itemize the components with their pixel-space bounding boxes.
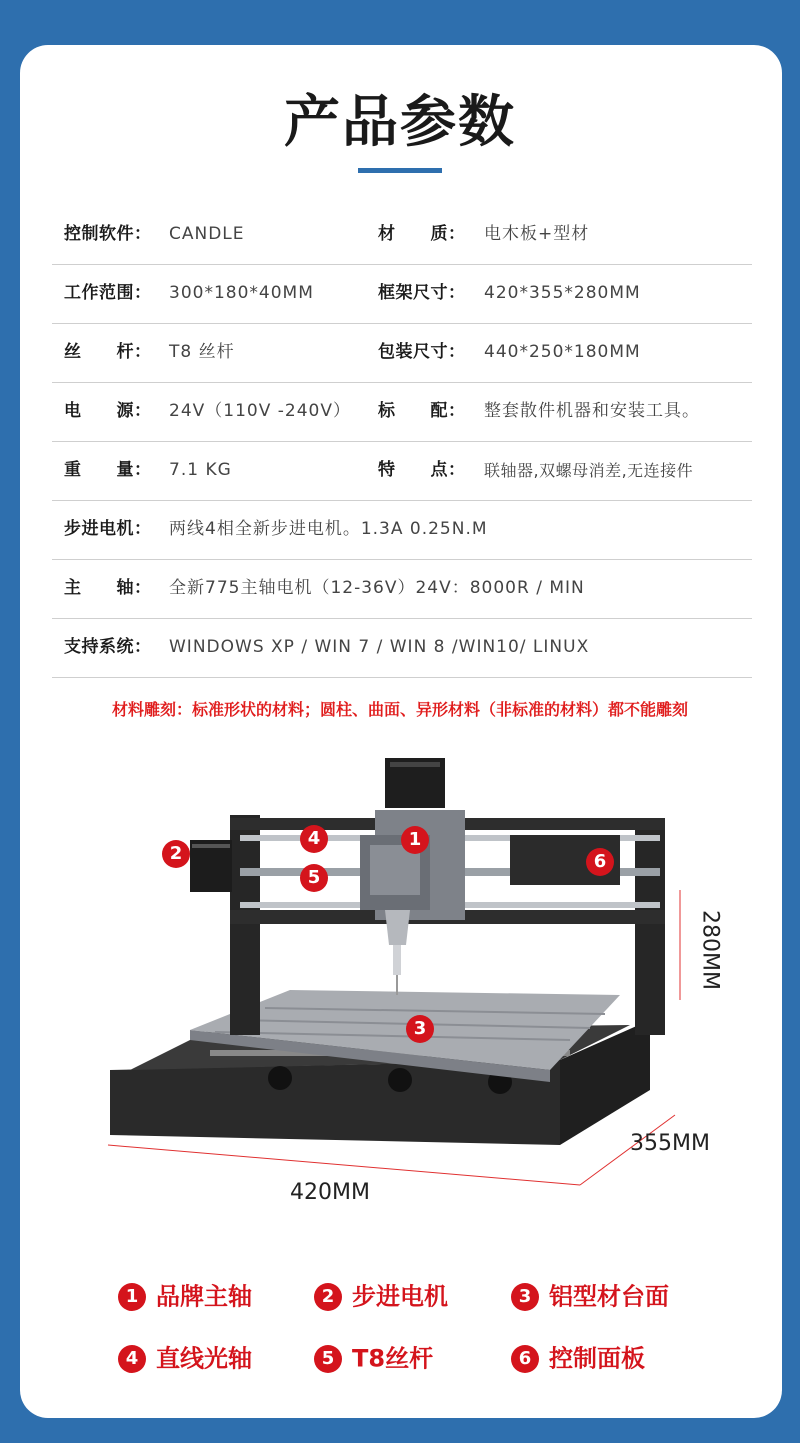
callout-lead-screw: 5	[300, 864, 328, 892]
spec-label: 框架尺寸：	[378, 283, 466, 303]
spec-value: 440*250*180MM	[484, 342, 641, 362]
spec-label: 工作范围：	[64, 283, 152, 303]
legend-number: 3	[511, 1283, 539, 1311]
spec-row	[52, 559, 752, 619]
legend-label: 控制面板	[549, 1344, 645, 1373]
width-dimension: 420MM	[290, 1180, 370, 1205]
spec-value: 两线4相全新步进电机。1.3A 0.25N.M	[169, 519, 488, 539]
legend-number: 6	[511, 1345, 539, 1373]
legend-label: T8丝杆	[352, 1344, 434, 1373]
title-underline	[358, 168, 442, 173]
material-note: 材料雕刻：标准形状的材料；圆柱、曲面、异形材料（非标准的材料）都不能雕刻	[111, 700, 688, 719]
spec-value: 420*355*280MM	[484, 283, 641, 303]
legend-label: 步进电机	[352, 1282, 448, 1311]
spec-value: 24V（110V -240V）	[169, 401, 351, 421]
spec-label: 电 源：	[64, 401, 152, 421]
spec-value: WINDOWS XP / WIN 7 / WIN 8 /WIN10/ LINUX	[169, 637, 590, 657]
spec-label: 控制软件：	[64, 224, 152, 244]
spec-value: 全新775主轴电机（12-36V）24V：8000R / MIN	[169, 578, 585, 598]
spec-label: 重 量：	[64, 460, 152, 480]
callout-spindle: 1	[401, 826, 429, 854]
legend-number: 1	[118, 1283, 146, 1311]
legend-item	[118, 1338, 252, 1378]
legend-number: 5	[314, 1345, 342, 1373]
legend-item	[314, 1276, 448, 1316]
height-dimension: 280MM	[697, 910, 723, 990]
legend-label: 品牌主轴	[156, 1282, 252, 1311]
spec-value: 300*180*40MM	[169, 283, 314, 303]
spec-value: T8 丝杆	[169, 342, 235, 362]
legend-number: 2	[314, 1283, 342, 1311]
legend-item	[511, 1338, 645, 1378]
legend-item	[511, 1276, 669, 1316]
depth-dimension: 355MM	[630, 1131, 710, 1156]
legend-label: 铝型材台面	[549, 1282, 669, 1311]
spec-label: 材 质：	[378, 224, 466, 244]
spec-row	[52, 500, 752, 560]
callout-aluminum-bed: 3	[406, 1015, 434, 1043]
legend-number: 4	[118, 1345, 146, 1373]
spec-label: 步进电机：	[64, 519, 152, 539]
callout-linear-shaft: 4	[300, 825, 328, 853]
spec-label: 包装尺寸：	[378, 342, 466, 362]
callout-stepper-motor: 2	[162, 840, 190, 868]
spec-value: CANDLE	[169, 224, 245, 244]
spec-row	[52, 205, 752, 265]
spec-row	[52, 264, 752, 324]
spec-value: 电木板+型材	[484, 224, 590, 244]
spec-value: 7.1 KG	[169, 460, 232, 480]
spec-label: 主 轴：	[64, 578, 152, 598]
legend-label: 直线光轴	[156, 1344, 252, 1373]
legend-item	[118, 1276, 252, 1316]
spec-value: 整套散件机器和安装工具。	[484, 401, 700, 421]
spec-label: 支持系统：	[64, 637, 152, 657]
spec-label: 标 配：	[378, 401, 466, 421]
spec-row	[52, 618, 752, 678]
spec-row	[52, 323, 752, 383]
spec-row	[52, 382, 752, 442]
spec-row	[52, 441, 752, 501]
legend-item	[314, 1338, 433, 1378]
spec-label: 丝 杆：	[64, 342, 152, 362]
spec-value: 联轴器,双螺母消差,无连接件	[484, 461, 694, 480]
spec-label: 特 点：	[378, 460, 466, 480]
callout-control-panel: 6	[586, 848, 614, 876]
page-title: 产品参数	[284, 90, 516, 155]
